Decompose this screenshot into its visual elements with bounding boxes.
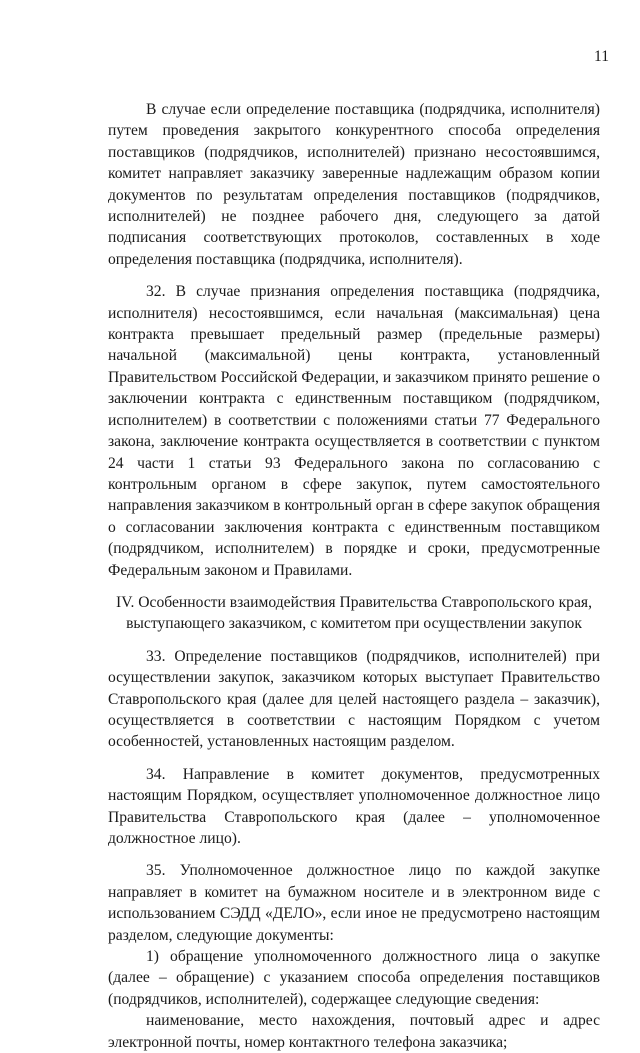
paragraph-33: 33. Определение поставщиков (подрядчиков, исполнителей) при осуществлении закупок, заказчиком которых выступает Правительство Ставропольского края (далее для целей настоящего раздела – заказчик), осуществляется в соответствии с настоящим Порядком с учетом особенностей, установленных настоящим разделом. <box>108 647 600 751</box>
document-body <box>108 99 600 1053</box>
section-heading-line-2: выступающего заказчиком, с комитетом при осуществлении закупок <box>126 615 582 633</box>
paragraph-35-item-1: 1) обращение уполномоченного должностного лица о закупке (далее – обращение) с указанием способа определения поставщиков (подрядчиков, исполнителей), содержащее следующие сведения: <box>108 948 600 1008</box>
paragraph-intro: В случае если определение поставщика (подрядчика, исполнителя) путем проведения закрытого конкурентного способа определения поставщиков (подрядчиков, исполнителей) признано несостоявшимся, комитет направляет заказчику заверенные надлежащим образом копии документов по результатам определения поставщиков (подрядчиков, исполнителей) не позднее рабочего дня, следующего за датой подписания соответствующих протоколов, составленных в ходе определения поставщика (подрядчика, исполнителя). <box>108 101 600 268</box>
paragraph-32: 32. В случае признания определения поставщика (подрядчика, исполнителя) несостоявшимся, если начальная (максимальная) цена контракта превышает предельный размер (предельные размеры) начальной (максимальной) цены контракта, установленный Правительством Российской Федерации, и заказчиком принято решение о заключении контракта с единственным поставщиком (подрядчиком, исполнителем) в соответствии с положениями статьи 77 Федерального закона, заключение контракта осуществляется в соответствии с пунктом 24 части 1 статьи 93 Федерального закона по согласованию с контрольным органом в сфере закупок, путем самостоятельного направления заказчиком в контрольный орган в сфере закупок обращения о согласовании заключения контракта с единственным поставщиком (подрядчиком, исполнителем) в порядке и сроки, предусмотренные Федеральным законом и Правилами. <box>108 283 600 579</box>
paragraph-35-item-1a: наименование, место нахождения, почтовый адрес и адрес электронной почты, номер контактного телефона заказчика; <box>108 1012 600 1051</box>
page-number: 11 <box>593 48 609 65</box>
section-heading-line-1: IV. Особенности взаимодействия Правительства Ставропольского края, <box>116 593 592 611</box>
paragraph-35: 35. Уполномоченное должностное лицо по каждой закупке направляет в комитет на бумажном носителе и в электронном виде с использованием СЭДД «ДЕЛО», если иное не предусмотрено настоящим разделом, следующие документы: <box>108 862 600 944</box>
paragraph-34: 34. Направление в комитет документов, предусмотренных настоящим Порядком, осуществляет уполномоченное должностное лицо Правительства Ставропольского края (далее – уполномоченное должностное лицо). <box>108 765 600 847</box>
